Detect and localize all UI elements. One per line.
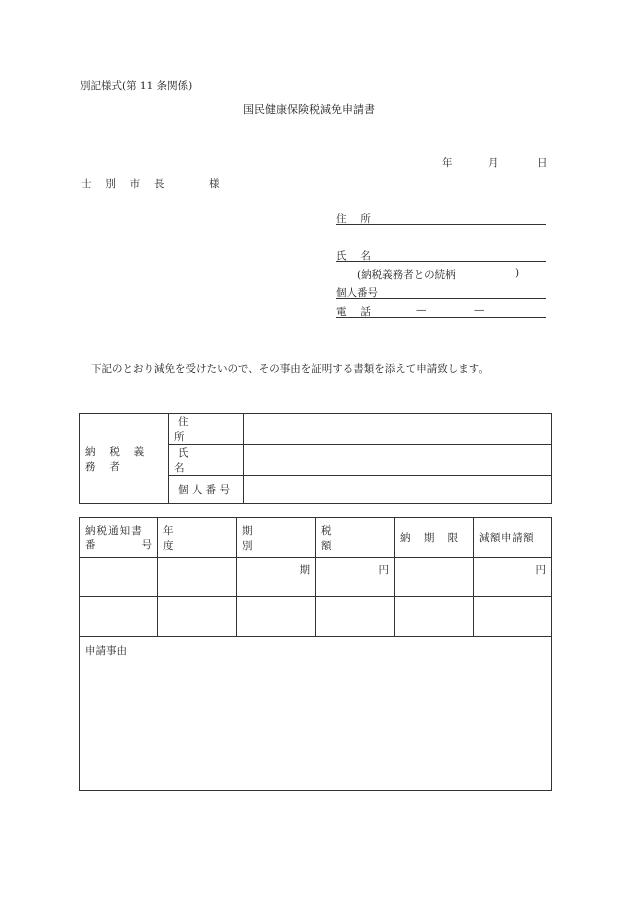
applicant-phone-line[interactable] <box>336 317 546 318</box>
row1-reduction-amount[interactable]: 円 <box>474 558 552 597</box>
date-month-label: 月 <box>488 157 499 169</box>
date-day-label: 日 <box>537 157 548 169</box>
addressee: 士 別 市 長 <box>81 178 170 190</box>
taxpayer-id-field[interactable] <box>244 476 552 504</box>
taxpayer-name-label: 氏 名 <box>169 445 244 476</box>
row1-fiscal-year[interactable] <box>158 558 237 597</box>
taxpayer-address-field[interactable] <box>244 414 552 445</box>
application-reason-label: 申請事由 <box>85 645 127 657</box>
date-year-label: 年 <box>442 157 453 169</box>
header-reduction-amount: 減額申請額 <box>474 518 552 558</box>
header-tax-amount: 税 額 <box>316 518 395 558</box>
statement: 下記のとおり減免を受けたいので、その事由を証明する書類を添えて申請致します。 <box>91 363 489 375</box>
taxpayer-address-label: 住 所 <box>169 414 244 445</box>
row1-tax-amount[interactable]: 円 <box>316 558 395 597</box>
header-notice-number: 納税通知書 番 号 <box>80 518 158 558</box>
form-reference: 別記様式(第 11 条関係) <box>80 80 193 92</box>
application-reason-field[interactable] <box>80 637 552 791</box>
row2-reduction-amount[interactable] <box>474 597 552 637</box>
applicant-id-line[interactable] <box>336 298 546 299</box>
applicant-phone-label: 電 話 <box>336 306 377 318</box>
header-payment-deadline: 納 期 限 <box>395 518 474 558</box>
tax-details-table <box>79 517 552 791</box>
taxpayer-name-field[interactable] <box>244 445 552 476</box>
applicant-id-label: 個人番号 <box>336 287 378 299</box>
applicant-name-label: 氏 名 <box>336 250 377 262</box>
header-period: 期 別 <box>237 518 316 558</box>
form-title: 国民健康保険税減免申請書 <box>243 103 375 116</box>
taxpayer-section-label: 納 税 義 務 者 <box>80 414 169 504</box>
taxpayer-id-label: 個 人 番 号 <box>169 476 244 504</box>
applicant-address-label: 住 所 <box>336 213 377 225</box>
row2-tax-amount[interactable] <box>316 597 395 637</box>
phone-dash-1: — <box>416 304 427 316</box>
applicant-name-line[interactable] <box>336 261 546 262</box>
row2-period[interactable] <box>237 597 316 637</box>
honorific: 様 <box>209 178 220 190</box>
applicant-address-line[interactable] <box>336 224 546 225</box>
header-fiscal-year: 年 度 <box>158 518 237 558</box>
row2-notice-number[interactable] <box>80 597 158 637</box>
relation-label: (納税義務者との続柄 <box>357 269 456 281</box>
phone-dash-2: — <box>474 304 485 316</box>
row1-notice-number[interactable] <box>80 558 158 597</box>
row2-fiscal-year[interactable] <box>158 597 237 637</box>
taxpayer-table <box>79 413 552 504</box>
row2-payment-deadline[interactable] <box>395 597 474 637</box>
row1-period[interactable]: 期 <box>237 558 316 597</box>
row1-payment-deadline[interactable] <box>395 558 474 597</box>
relation-close: ) <box>515 267 520 279</box>
